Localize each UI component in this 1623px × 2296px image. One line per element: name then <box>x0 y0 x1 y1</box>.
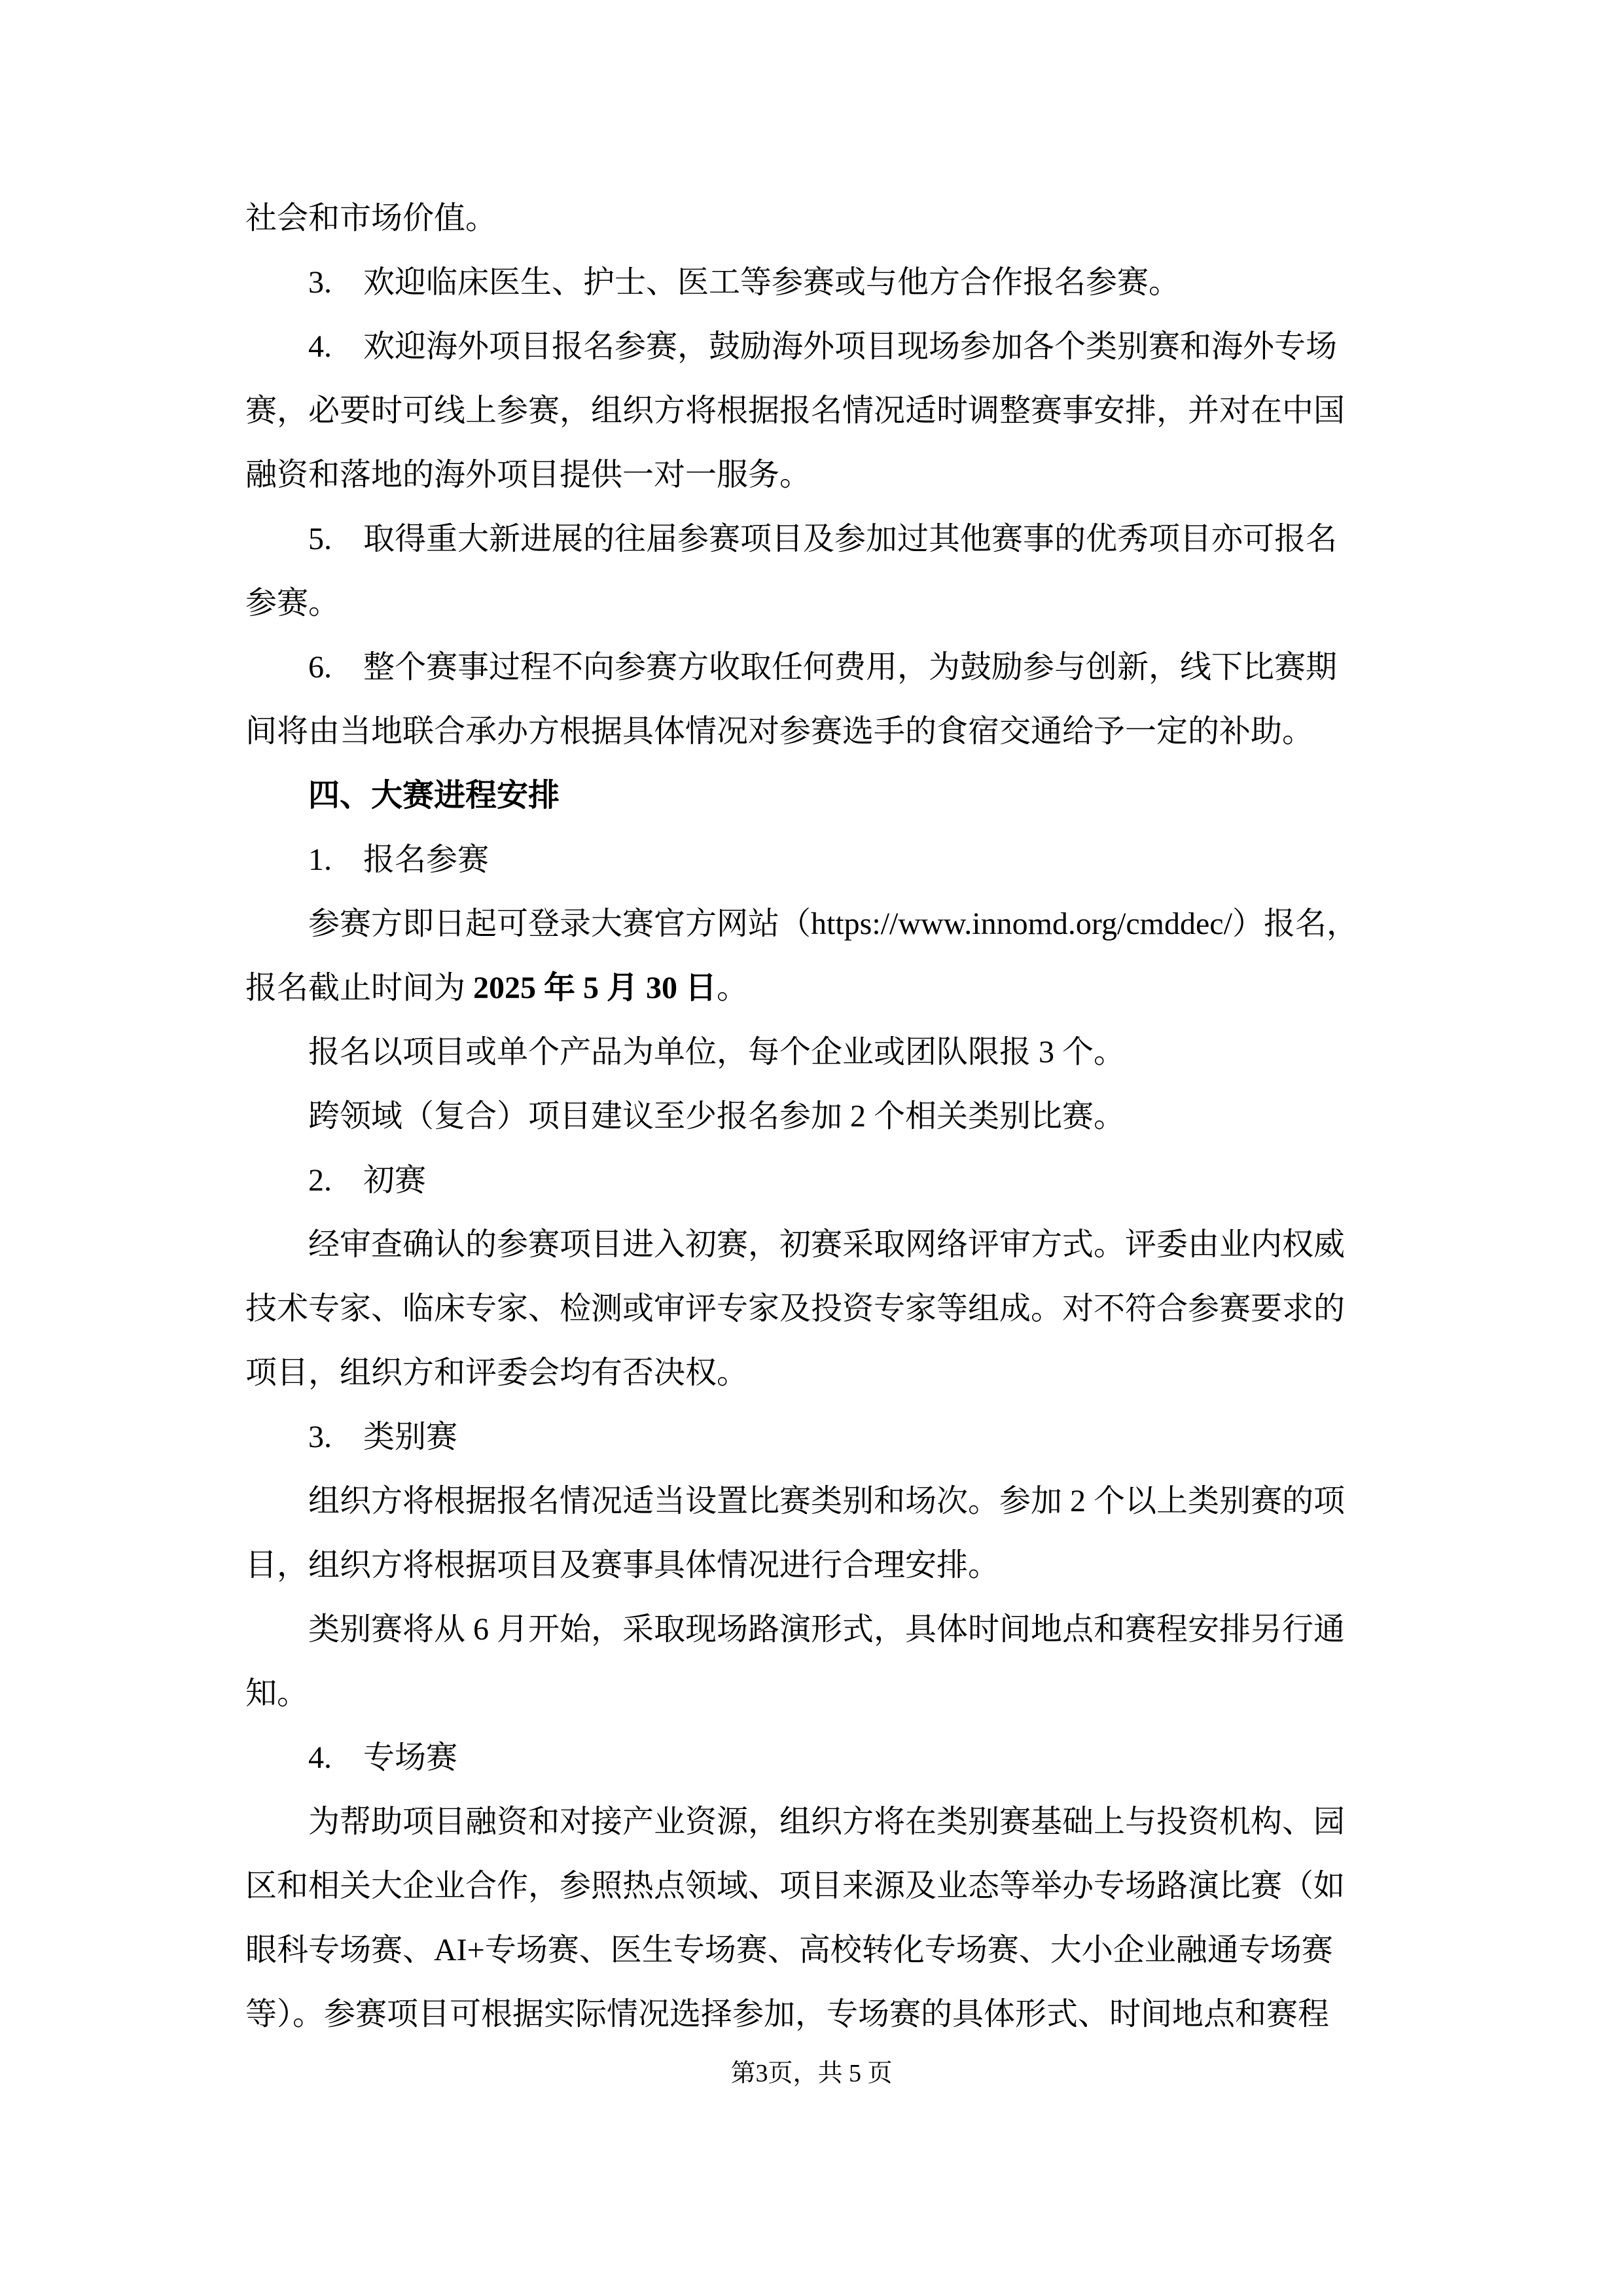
text-line <box>245 1085 1378 1149</box>
text-run: 等）。参赛项目可根据实际情况选择参加，专场赛的具体形式、时间地点和赛程 <box>245 1997 1330 2032</box>
text-run: 跨领域（复合）项目建议至少报名参加 2 个相关类别比赛。 <box>308 1099 1126 1134</box>
text-run: 参赛方即日起可登录大赛官方网站（https://www.innomd.org/cmddec/）报名， <box>308 906 1358 941</box>
text-line <box>245 1405 1378 1469</box>
bold-text-run: 2025 年 5 月 30 日 <box>473 971 717 1005</box>
text-line <box>245 1213 1378 1277</box>
text-line <box>245 1149 1378 1213</box>
bold-text-run: 四、大赛进程安排 <box>308 778 560 813</box>
text-line <box>245 1726 1378 1790</box>
text-line <box>245 443 1378 507</box>
text-run: 3. 欢迎临床医生、护士、医工等参赛或与他方合作报名参赛。 <box>308 265 1181 300</box>
text-run: 6. 整个赛事过程不向参赛方收取任何费用，为鼓励参与创新，线下比赛期 <box>308 650 1338 685</box>
text-run: 社会和市场价值。 <box>245 201 497 236</box>
text-line <box>245 1982 1378 2047</box>
text-line <box>245 507 1378 571</box>
document-body <box>245 187 1378 2047</box>
text-line <box>245 956 1378 1020</box>
text-run: 目，组织方将根据项目及赛事具体情况进行合理安排。 <box>245 1548 1000 1583</box>
text-run: 报名以项目或单个产品为单位，每个企业或团队限报 3 个。 <box>308 1035 1126 1069</box>
text-line <box>245 1020 1378 1085</box>
text-run: 区和相关大企业合作，参照热点领域、项目来源及业态等举办专场路演比赛（如 <box>245 1869 1346 1903</box>
text-run: 融资和落地的海外项目提供一对一服务。 <box>245 457 812 492</box>
text-line <box>245 1598 1378 1662</box>
text-line <box>245 1662 1378 1726</box>
text-run: 项目，组织方和评委会均有否决权。 <box>245 1355 749 1390</box>
text-run: 为帮助项目融资和对接产业资源，组织方将在类别赛基础上与投资机构、园 <box>308 1804 1346 1839</box>
page-footer <box>245 2054 1378 2092</box>
text-run: 报名截止时间为 <box>245 971 474 1005</box>
text-line <box>245 1469 1378 1534</box>
text-run: 赛，必要时可线上参赛，组织方将根据报名情况适时调整赛事安排，并对在中国 <box>245 393 1346 428</box>
text-run: 类别赛将从 6 月开始，采取现场路演形式，具体时间地点和赛程安排另行通 <box>308 1612 1346 1647</box>
text-run: 1. 报名参赛 <box>308 842 490 877</box>
text-run: 4. 专场赛 <box>308 1740 458 1775</box>
text-run: 2. 初赛 <box>308 1163 427 1198</box>
text-run: 间将由当地联合承办方根据具体情况对参赛选手的食宿交通给予一定的补助。 <box>245 714 1314 749</box>
text-line <box>245 700 1378 764</box>
text-run: 知。 <box>245 1676 309 1711</box>
text-run: 技术专家、临床专家、检测或审评专家及投资专家等组成。对不符合参赛要求的 <box>245 1291 1346 1326</box>
text-line <box>245 187 1378 251</box>
text-run: 5. 取得重大新进展的往届参赛项目及参加过其他赛事的优秀项目亦可报名 <box>308 522 1338 556</box>
text-line <box>245 1790 1378 1854</box>
page-number: 第3页，共 5 页 <box>730 2060 893 2087</box>
text-line <box>245 571 1378 636</box>
text-line <box>245 1854 1378 1918</box>
text-line <box>245 1918 1378 1982</box>
text-line <box>245 379 1378 443</box>
text-line <box>245 315 1378 379</box>
text-run: 参赛。 <box>245 586 340 620</box>
text-run: 4. 欢迎海外项目报名参赛，鼓励海外项目现场参加各个类别赛和海外专场 <box>308 329 1338 364</box>
text-run: 3. 类别赛 <box>308 1420 458 1454</box>
text-line <box>245 828 1378 892</box>
text-run: 。 <box>717 971 749 1005</box>
text-line <box>245 1277 1378 1341</box>
text-line <box>245 636 1378 700</box>
text-line <box>245 251 1378 315</box>
text-run: 组织方将根据报名情况适当设置比赛类别和场次。参加 2 个以上类别赛的项 <box>308 1484 1346 1518</box>
text-run: 经审查确认的参赛项目进入初赛，初赛采取网络评审方式。评委由业内权威 <box>308 1227 1346 1262</box>
text-line <box>245 892 1378 956</box>
text-line <box>245 1534 1378 1598</box>
text-line <box>245 1341 1378 1405</box>
text-line <box>245 764 1378 828</box>
text-run: 眼科专场赛、AI+专场赛、医生专场赛、高校转化专场赛、大小企业融通专场赛 <box>245 1933 1333 1967</box>
